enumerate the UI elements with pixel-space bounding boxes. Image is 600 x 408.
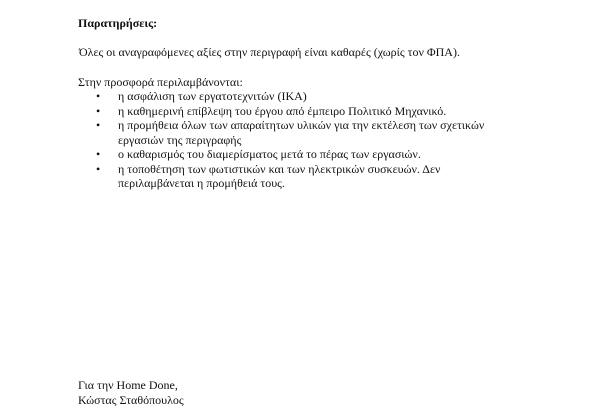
included-list <box>78 89 498 191</box>
bullet-icon: • <box>96 147 101 161</box>
list-item <box>78 147 498 162</box>
bullet-icon: • <box>96 118 101 132</box>
list-item-text: η τοποθέτηση των φωτιστικών και των ηλεκτρικών συσκευών. Δεν περιλαμβάνεται η προμήθειά τους. <box>118 161 441 190</box>
bullet-icon: • <box>96 89 101 103</box>
list-item-text: η προμήθεια όλων των απαραίτητων υλικών για την εκτέλεση των σχετικών εργασιών της περιγραφής <box>118 118 485 147</box>
list-item-text: ο καθαρισμός του διαμερίσματος μετά το πέρας των εργασιών. <box>118 147 421 161</box>
bullet-icon: • <box>96 103 101 118</box>
list-item <box>78 118 498 147</box>
signature-company-line: Για την Home Done, <box>78 378 178 392</box>
list-item-text: η ασφάλιση των εργατοτεχνιτών (ΙΚΑ) <box>118 89 307 103</box>
list-item <box>78 162 498 191</box>
signature-block <box>78 378 184 408</box>
included-lead: Στην προσφορά περιλαμβάνονται: <box>78 75 243 89</box>
list-item <box>78 89 498 104</box>
notes-heading: Παρατηρήσεις: <box>78 16 158 30</box>
bullet-icon: • <box>96 161 101 176</box>
prices-note: Όλες οι αναγραφόμενες αξίες στην περιγραφή είναι καθαρές (χωρίς τον ΦΠΑ). <box>79 45 460 59</box>
signature-name-line: Κώστας Σταθόπουλος <box>78 393 184 407</box>
list-item-text: η καθημερινή επίβλεψη του έργου από έμπειρο Πολιτικό Μηχανικό. <box>118 103 447 118</box>
list-item <box>78 104 498 119</box>
